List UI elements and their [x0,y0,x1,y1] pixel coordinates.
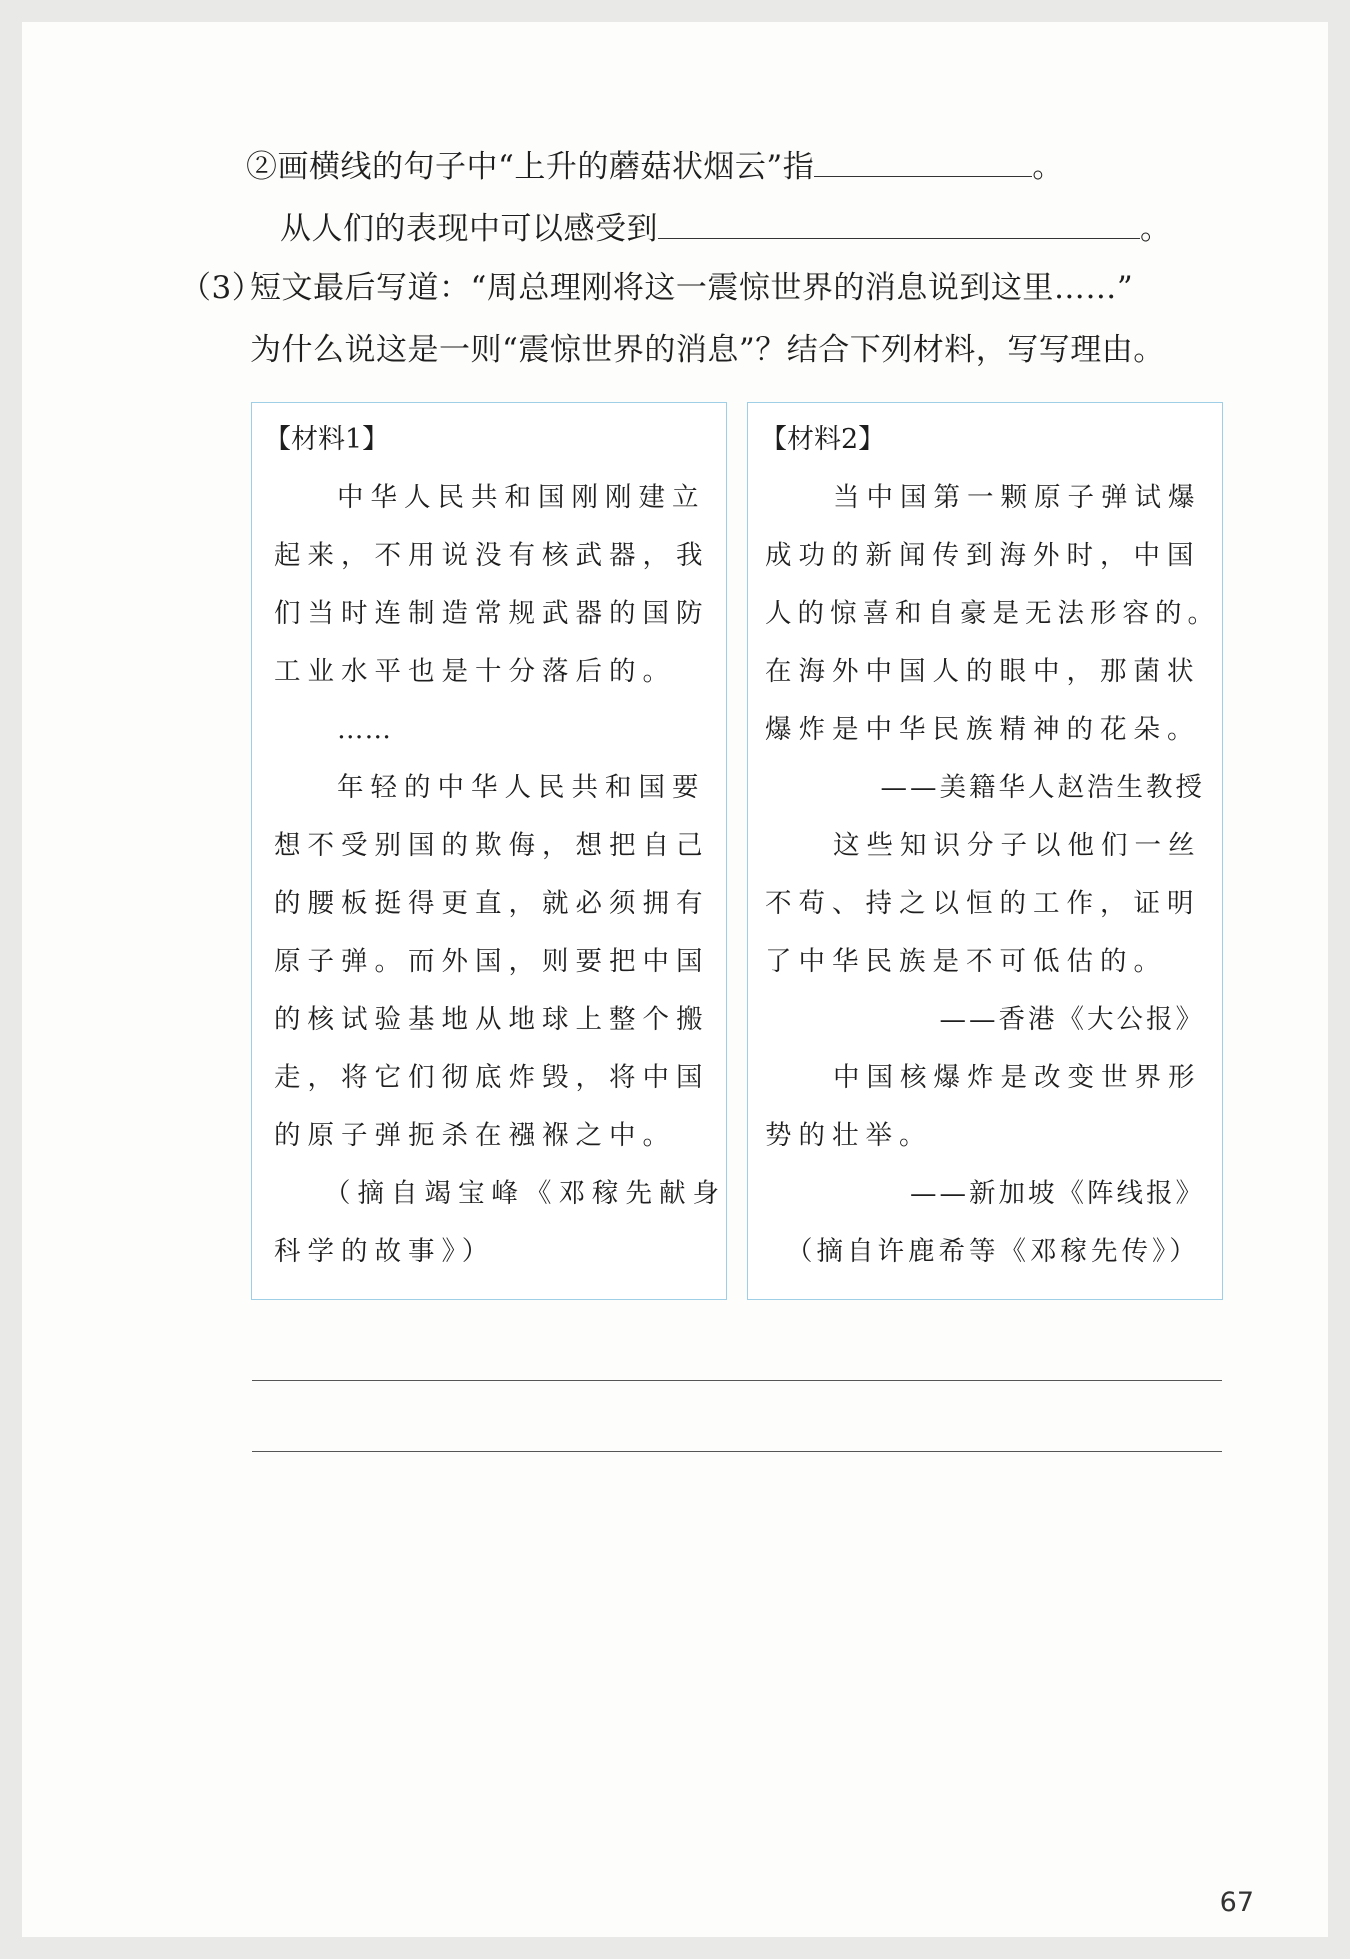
material-1-line: 的原子弹扼杀在襁褓之中。 [274,1120,676,1151]
material-1-title: 【材料1】 [264,424,390,455]
material-2-attribution: ——香港《大公报》 [939,1004,1205,1035]
answer-line-1[interactable] [252,1380,1222,1381]
material-2-line: 成功的新闻传到海外时，中国 [765,540,1201,571]
question-2-line-1-end: 。 [1032,149,1064,185]
page-number: 67 [1219,1887,1254,1918]
answer-blank-2[interactable] [658,208,1140,239]
material-2-title: 【材料2】 [760,424,886,455]
material-2-line: 了中华民族是不可低估的。 [765,946,1167,977]
material-1-line: 们当时连制造常规武器的国防 [274,598,710,629]
material-1-line: 中华人民共和国刚刚建立 [337,482,706,513]
material-2-line: 势的壮举。 [765,1120,933,1151]
question-2-line-2-end: 。 [1140,211,1172,247]
material-1-line: 想不受别国的欺侮，想把自己 [274,830,710,861]
material-1-line: 的腰板挺得更直，就必须拥有 [274,888,710,919]
material-2-attribution: ——美籍华人赵浩生教授 [880,772,1205,803]
material-1-line: 工业水平也是十分落后的。 [274,656,676,687]
question-3-line-2: 为什么说这是一则“震惊世界的消息”？结合下列材料，写写理由。 [250,332,1165,368]
material-2-box [747,402,1223,1300]
material-2-line: 不苟、持之以恒的工作，证明 [765,888,1201,919]
material-2-line: 当中国第一颗原子弹试爆 [833,482,1202,513]
material-2-line: 人的惊喜和自豪是无法形容的。 [765,598,1220,629]
material-1-line: 起来，不用说没有核武器，我 [274,540,710,571]
answer-blank-1[interactable] [814,146,1032,177]
material-1-box [251,402,727,1300]
material-1-line: 的核试验基地从地球上整个搬 [274,1004,710,1035]
material-2-line: 爆炸是中华民族精神的花朵。 [765,714,1201,745]
material-1-line: 年轻的中华人民共和国要 [337,772,706,803]
material-2-line: 中国核爆炸是改变世界形 [833,1062,1202,1093]
material-2-line: 在海外中国人的眼中，那菌状 [765,656,1201,687]
material-1-source: 科学的故事》） [274,1236,496,1267]
material-2-line: 这些知识分子以他们一丝 [833,830,1202,861]
material-2-attribution: ——新加坡《阵线报》 [910,1178,1205,1209]
material-1-line: …… [337,714,392,745]
answer-line-2[interactable] [252,1451,1222,1452]
question-2-line-1-text: ②画横线的句子中“上升的蘑菇状烟云”指 [246,149,815,185]
question-3-number: （3） [180,270,264,306]
material-1-line: 走，将它们彻底炸毁，将中国 [274,1062,710,1093]
question-2-line-1 [246,146,1064,187]
question-2-line-2-text: 从人们的表现中可以感受到 [280,211,658,247]
question-3-line-1: 短文最后写道：“周总理刚将这一震惊世界的消息说到这里……” [250,270,1134,306]
material-1-source: （摘自竭宝峰《邓稼先献身 [324,1178,726,1209]
question-2-line-2 [280,208,1172,249]
material-2-source: （摘自许鹿希等《邓稼先传》） [786,1236,1200,1267]
material-1-line: 原子弹。而外国，则要把中国 [274,946,710,977]
